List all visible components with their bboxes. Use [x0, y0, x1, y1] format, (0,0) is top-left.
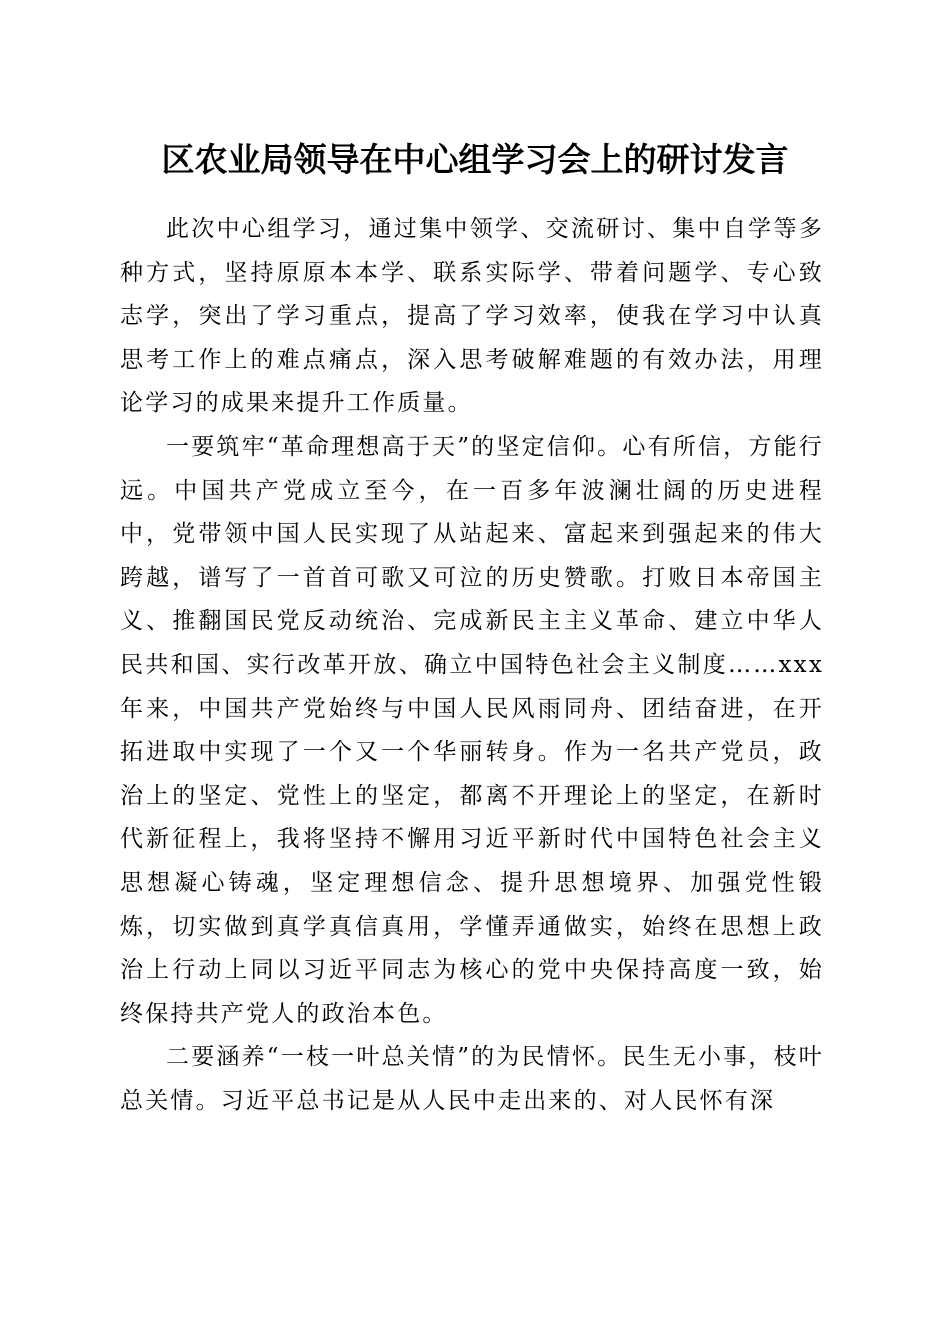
- document-body: [120, 208, 824, 1123]
- paragraph-point-one: 一要筑牢“革命理想高于天”的坚定信仰。心有所信，方能行远。中国共产党成立至今，在一百多年波澜壮阔的历史进程中，党带领中国人民实现了从站起来、富起来到强起来的伟大跨越，谱写了一首首可歌又可泣的历史赞歌。打败日本帝国主义、推翻国民党反动统治、完成新民主主义革命、建立中华人民共和国、实行改革开放、确立中国特色社会主义制度……xxx年来，中国共产党始终与中国人民风雨同舟、团结奋进，在开拓进取中实现了一个又一个华丽转身。作为一名共产党员，政治上的坚定、党性上的坚定，都离不开理论上的坚定，在新时代新征程上，我将坚持不懈用习近平新时代中国特色社会主义思想凝心铸魂，坚定理想信念、提升思想境界、加强党性锻炼，切实做到真学真信真用，学懂弄通做实，始终在思想上政治上行动上同以习近平同志为核心的党中央保持高度一致，始终保持共产党人的政治本色。: [120, 433, 824, 1027]
- paragraph-point-two: 二要涵养“一枝一叶总关情”的为民情怀。民生无小事，枝叶总关情。习近平总书记是从人民中走出来的、对人民怀有深: [120, 1044, 824, 1114]
- document-title: 区农业局领导在中心组学习会上的研讨发言: [161, 140, 789, 179]
- paragraph-intro: 此次中心组学习，通过集中领学、交流研讨、集中自学等多种方式，坚持原原本本学、联系实际学、带着问题学、专心致志学，突出了学习重点，提高了学习效率，使我在学习中认真思考工作上的难点痛点，深入思考破解难题的有效办法，用理论学习的成果来提升工作质量。: [120, 216, 824, 417]
